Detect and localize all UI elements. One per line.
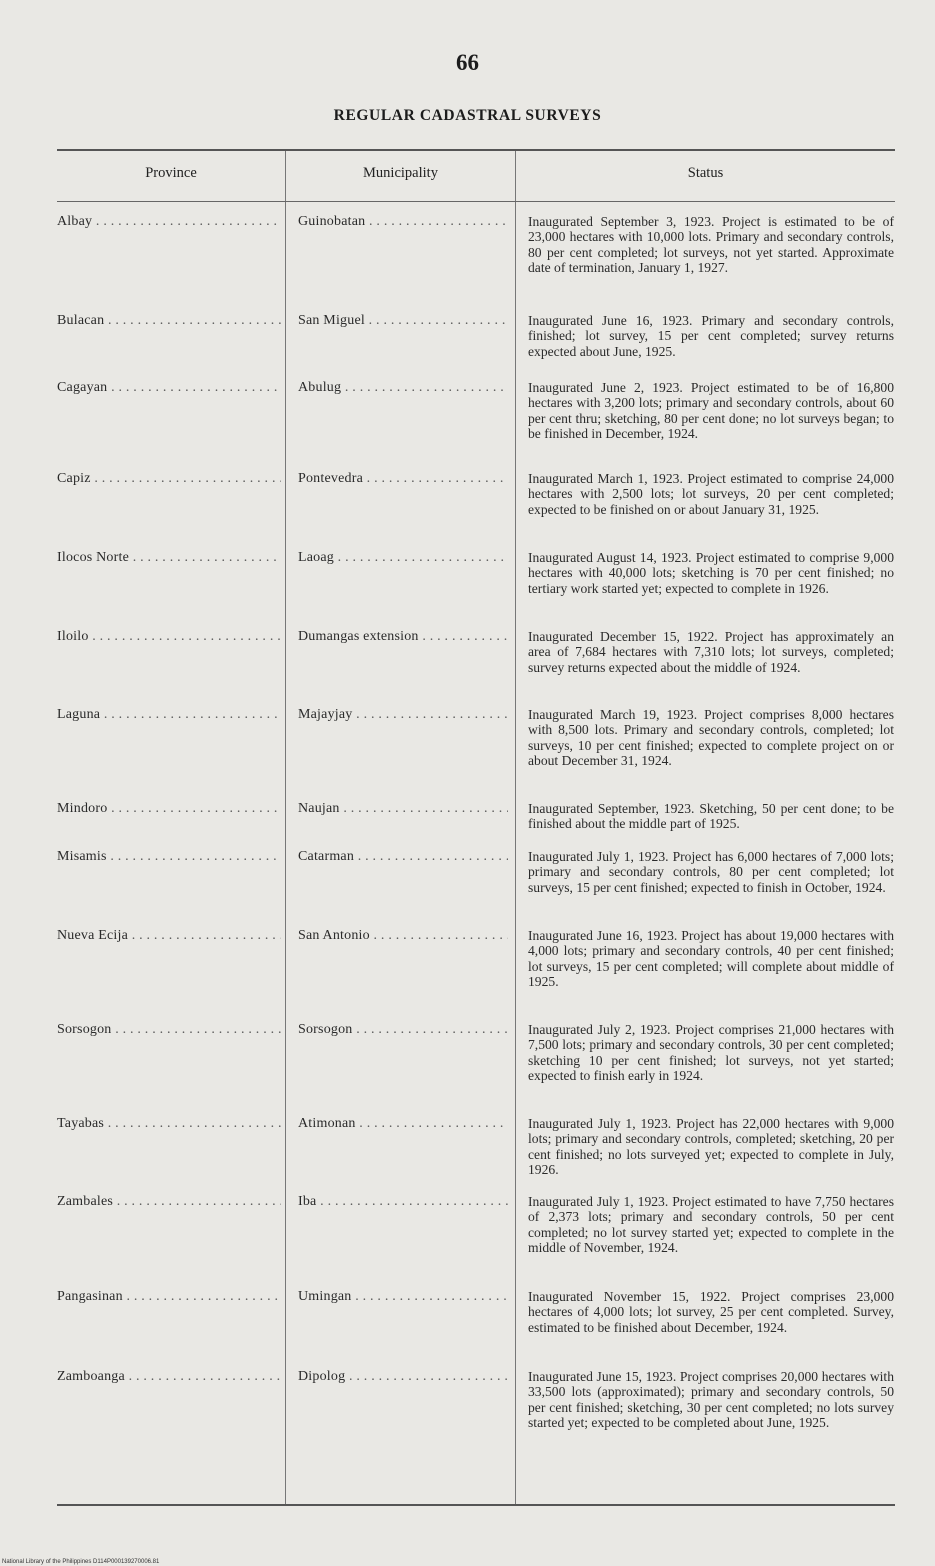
- province-cell: Zambales . . .: [57, 1194, 281, 1210]
- status-cell: Inaugurated July 2, 1923. Project comprises 21,000 hectares with 7,500 lots; primary and secondary controls, 30 per cent completed; sketching 10 per cent finished; lot surveys, not yet started; expected to finish early in 1924.: [528, 1022, 894, 1083]
- status-cell: Inaugurated July 1, 1923. Project estimated to have 7,750 hectares of 2,373 lots; primary and secondary controls, 50 per cent completed; no lot survey started yet; expected to complete in the middle of November, 1924.: [528, 1194, 894, 1255]
- province-cell: Albay . . .: [57, 214, 281, 230]
- municipality-cell: Atimonan . . .: [298, 1116, 508, 1132]
- status-cell: Inaugurated June 15, 1923. Project comprises 20,000 hectares with 33,500 lots (approximated); primary and secondary controls, 50 per cent finished; sketching, 30 per cent completed; no lots survey started yet; expected to be completed about June, 1925.: [528, 1369, 894, 1430]
- municipality-cell: Pontevedra . . .: [298, 471, 508, 487]
- municipality-cell: Laoag . . .: [298, 550, 508, 566]
- municipality-cell: Dumangas extension . . .: [298, 629, 508, 645]
- page-number: 66: [456, 50, 479, 75]
- library-footer: National Library of the Philippines D114P000139270006.81: [2, 1559, 160, 1565]
- status-cell: Inaugurated August 14, 1923. Project estimated to comprise 9,000 hectares with 40,000 lots; sketching is 70 per cent finished; no tertiary work started yet; expected to complete in 1926.: [528, 550, 894, 596]
- municipality-cell: Iba . . .: [298, 1194, 508, 1210]
- province-cell: Pangasinan . . .: [57, 1289, 281, 1305]
- status-cell: Inaugurated June 2, 1923. Project estimated to be of 16,800 hectares with 3,200 lots; primary and secondary controls, about 60 per cent thru; sketching, 80 per cent done; no lot surveys began; to be finished in December, 1924.: [528, 380, 894, 441]
- status-cell: Inaugurated September 3, 1923. Project is estimated to be of 23,000 hectares with 10,000 lots. Primary and secondary controls, 80 per cent completed; lot surveys, not yet started. Approximate date of termination, January 1, 1927.: [528, 214, 894, 275]
- status-cell: Inaugurated July 1, 1923. Project has 22,000 hectares with 9,000 lots; primary and secondary controls, completed; sketching, 20 per cent finished; no lots surveyed yet; expected to complete in July, 1926.: [528, 1116, 894, 1177]
- municipality-cell: San Antonio . . .: [298, 928, 508, 944]
- province-cell: Zamboanga . . .: [57, 1369, 281, 1385]
- province-cell: Cagayan . . .: [57, 380, 281, 396]
- municipality-cell: Umingan . . .: [298, 1289, 508, 1305]
- column-divider: [515, 151, 516, 1504]
- province-cell: Tayabas . . .: [57, 1116, 281, 1132]
- column-divider: [285, 151, 286, 1504]
- cadastral-survey-table: [57, 149, 895, 1506]
- status-cell: Inaugurated July 1, 1923. Project has 6,000 hectares of 7,000 lots; primary and secondary controls, 80 per cent completed; lot surveys, 15 per cent finished; expected to finish in October, 1924.: [528, 849, 894, 895]
- province-cell: Sorsogon . . .: [57, 1022, 281, 1038]
- header-divider: [57, 201, 895, 202]
- header-municipality: Municipality: [363, 165, 438, 181]
- header-status: Status: [687, 165, 724, 181]
- municipality-cell: Catarman . . .: [298, 849, 508, 865]
- status-cell: Inaugurated September, 1923. Sketching, 50 per cent done; to be finished about the middle part of 1925.: [528, 801, 894, 832]
- province-cell: Mindoro . . .: [57, 801, 281, 817]
- status-cell: Inaugurated March 1, 1923. Project estimated to comprise 24,000 hectares with 2,500 lots; lot surveys, 20 per cent completed; expected to be finished on or about January 31, 1925.: [528, 471, 894, 517]
- province-cell: Laguna . . .: [57, 707, 281, 723]
- status-cell: Inaugurated June 16, 1923. Primary and secondary controls, finished; lot survey, 15 per cent completed; survey returns expected about June, 1925.: [528, 313, 894, 359]
- municipality-cell: Majayjay . . .: [298, 707, 508, 723]
- status-cell: Inaugurated November 15, 1922. Project comprises 23,000 hectares of 4,000 lots; lot survey, 25 per cent completed. Survey, estimated to be finished about December, 1924.: [528, 1289, 894, 1335]
- province-cell: Capiz . . .: [57, 471, 281, 487]
- municipality-cell: Guinobatan . . .: [298, 214, 508, 230]
- status-cell: Inaugurated June 16, 1923. Project has about 19,000 hectares with 4,000 lots; primary and secondary controls, 40 per cent finished; lot surveys, 15 per cent completed; will complete about middle of 1925.: [528, 928, 894, 989]
- province-cell: Ilocos Norte . . .: [57, 550, 281, 566]
- document-title: REGULAR CADASTRAL SURVEYS: [333, 107, 602, 124]
- municipality-cell: San Miguel . . .: [298, 313, 508, 329]
- header-province: Province: [145, 165, 197, 181]
- municipality-cell: Abulug . . .: [298, 380, 508, 396]
- province-cell: Iloilo . . .: [57, 629, 281, 645]
- province-cell: Nueva Ecija . . .: [57, 928, 281, 944]
- province-cell: Misamis . . .: [57, 849, 281, 865]
- status-cell: Inaugurated December 15, 1922. Project has approximately an area of 7,684 hectares with 7,310 lots; lot surveys, completed; survey returns expected about the middle of 1924.: [528, 629, 894, 675]
- municipality-cell: Dipolog . . .: [298, 1369, 508, 1385]
- municipality-cell: Naujan . . .: [298, 801, 508, 817]
- municipality-cell: Sorsogon . . .: [298, 1022, 508, 1038]
- status-cell: Inaugurated March 19, 1923. Project comprises 8,000 hectares with 8,500 lots. Primary and secondary controls, completed; lot surveys, 10 per cent finished; expected to complete project on or about December 31, 1924.: [528, 707, 894, 768]
- province-cell: Bulacan . . .: [57, 313, 281, 329]
